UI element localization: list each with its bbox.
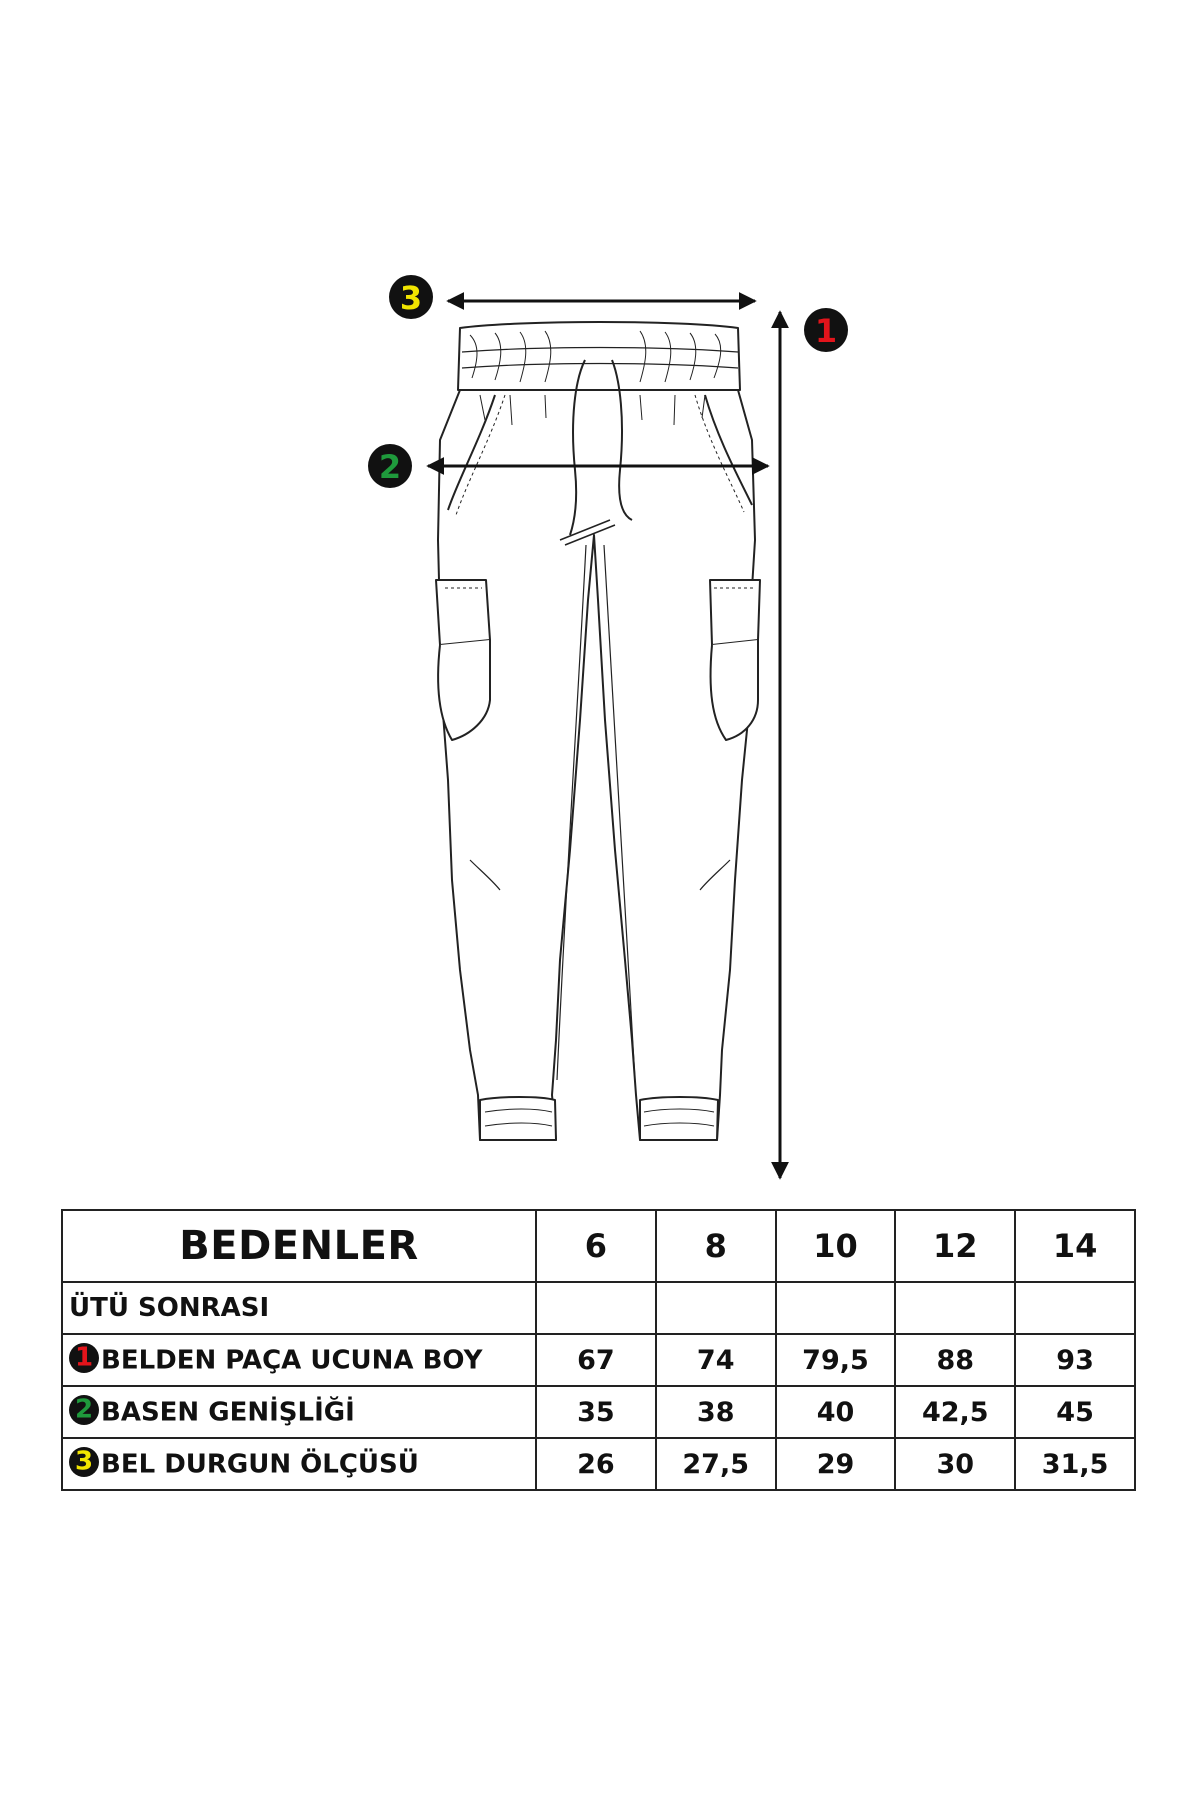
section-row: [62, 1282, 1135, 1334]
table-cell: 38: [656, 1386, 776, 1438]
table-cell: 27,5: [656, 1438, 776, 1490]
table-cell: 93: [1015, 1334, 1135, 1386]
row-label-text: BELDEN PAÇA UCUNA BOY: [101, 1345, 483, 1376]
marker-3-badge: [389, 275, 433, 319]
table-cell: 79,5: [776, 1334, 896, 1386]
left-leg: [438, 390, 755, 1140]
table-row: [62, 1438, 1135, 1490]
row-label: [62, 1386, 536, 1438]
marker-3-label: 3: [399, 279, 423, 317]
table-row: [62, 1334, 1135, 1386]
marker-2-badge: [368, 444, 412, 488]
table-title: BEDENLER: [62, 1210, 536, 1282]
section-label: ÜTÜ SONRASI: [62, 1282, 536, 1334]
row-label: [62, 1438, 536, 1490]
marker-2-icon: 2: [69, 1395, 99, 1425]
table-cell: 74: [656, 1334, 776, 1386]
marker-2-label: 2: [378, 448, 402, 486]
right-cargo-pocket: [710, 580, 760, 645]
table-cell: 45: [1015, 1386, 1135, 1438]
size-header: 12: [895, 1210, 1015, 1282]
size-header: 6: [536, 1210, 656, 1282]
size-header: 8: [656, 1210, 776, 1282]
row-label: [62, 1334, 536, 1386]
table-row: [62, 1386, 1135, 1438]
left-cargo-pocket: [436, 580, 490, 645]
size-header: 10: [776, 1210, 896, 1282]
table-cell: 31,5: [1015, 1438, 1135, 1490]
row-label-text: BEL DURGUN ÖLÇÜSÜ: [101, 1449, 419, 1480]
table-cell: 26: [536, 1438, 656, 1490]
table-cell: 29: [776, 1438, 896, 1490]
left-cuff: [480, 1097, 556, 1140]
table-cell: 42,5: [895, 1386, 1015, 1438]
table-header-row: [62, 1210, 1135, 1282]
size-chart-table: [61, 1209, 1136, 1491]
table-cell: 40: [776, 1386, 896, 1438]
table-cell: 67: [536, 1334, 656, 1386]
table-cell: 35: [536, 1386, 656, 1438]
pants-sketch: [436, 322, 760, 1140]
marker-1-icon: 1: [69, 1343, 99, 1373]
marker-1-label: 1: [814, 312, 838, 350]
size-header: 14: [1015, 1210, 1135, 1282]
marker-3-icon: 3: [69, 1447, 99, 1477]
table-cell: 30: [895, 1438, 1015, 1490]
marker-1-badge: [804, 308, 848, 352]
table-cell: 88: [895, 1334, 1015, 1386]
row-label-text: BASEN GENİŞLİĞİ: [101, 1397, 355, 1428]
right-cuff: [640, 1097, 718, 1140]
